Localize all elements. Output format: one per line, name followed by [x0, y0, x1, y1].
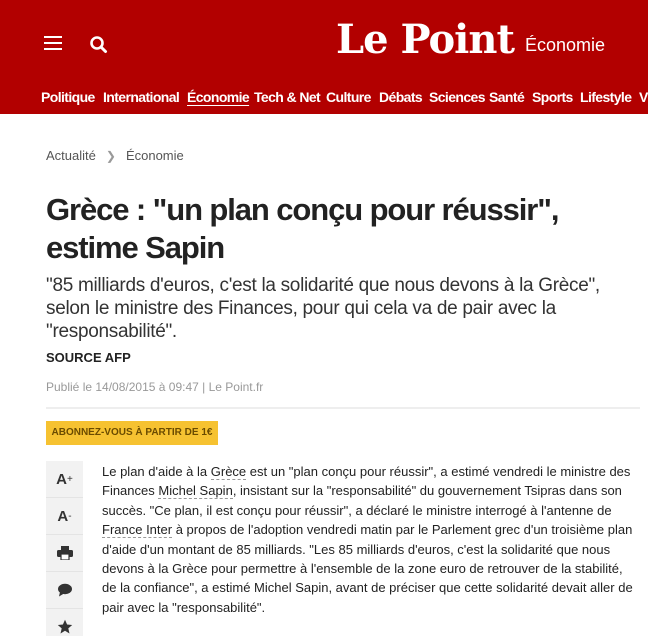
nav-item-tech-net[interactable]: Tech & Net: [254, 89, 321, 105]
link-michel-sapin[interactable]: Michel Sapin: [158, 483, 233, 499]
site-logo[interactable]: Le Point: [336, 16, 514, 63]
font-increase-icon[interactable]: A +: [46, 461, 83, 498]
nav-item-sante[interactable]: Santé: [489, 89, 525, 105]
menu-icon[interactable]: [44, 36, 62, 52]
font-decrease-icon[interactable]: A -: [46, 498, 83, 535]
star-icon[interactable]: [46, 609, 83, 636]
breadcrumb: [46, 148, 184, 163]
comment-icon[interactable]: [46, 572, 83, 609]
article-tools: [46, 461, 83, 636]
article-lede: "85 milliards d'euros, c'est la solidarité que nous devons à la Grèce", selon le ministre des Finances, pour qui cela va de pair avec la "responsabilité".: [46, 275, 600, 342]
main-nav: [0, 86, 648, 114]
publish-info: Publié le 14/08/2015 à 09:47 | Le Point.fr: [46, 380, 264, 394]
nav-item-sports[interactable]: Sports: [532, 89, 573, 105]
breadcrumb-current[interactable]: Économie: [125, 148, 184, 163]
subscribe-button[interactable]: ABONNEZ-VOUS À PARTIR DE 1€: [46, 421, 218, 445]
nav-item-economie[interactable]: Économie: [187, 89, 250, 105]
print-icon[interactable]: [46, 535, 83, 572]
link-grece[interactable]: Grèce: [210, 464, 247, 479]
article-body: Le plan d'aide à la Grèce est un "plan conçu pour réussir", a estimé vendredi le ministre des Finances Michel Sapin, insistant sur la "responsabilité" du gouvernement Tsipras dans son succès. "Ce plan, il est conçu pour réussir", a déclaré le ministre interrogé à l'antenne de France Inter à propos de l'adoption vendredi matin par le Parlement grec d'un troisième plan d'aide d'un montant de 85 milliards. "Les 85 milliards d'euros, c'est la solidarité que nous devons à la Grèce pour permettre à l'ensemble de la zone euro de retrouver de la stabilité, de la confiance", a estimé Michel Sapin, avant de préciser que cette solidarité devait aller de pair avec la "responsabilité".: [102, 464, 633, 615]
search-icon[interactable]: [88, 34, 110, 56]
section-label[interactable]: Économie: [525, 35, 606, 55]
link-france-inter[interactable]: France Inter: [102, 522, 173, 538]
nav-item-culture[interactable]: Culture: [326, 89, 371, 105]
nav-item-sciences[interactable]: Sciences: [429, 89, 485, 105]
divider: [46, 407, 640, 409]
breadcrumb-home[interactable]: Actualité: [46, 148, 96, 163]
article-source: SOURCE AFP: [46, 350, 131, 365]
nav-item-debats[interactable]: Débats: [379, 89, 423, 105]
article-headline: Grèce : "un plan conçu pour réussir", estime Sapin: [46, 192, 559, 265]
nav-item-international[interactable]: International: [103, 89, 180, 105]
chevron-right-icon: ❯: [105, 149, 116, 163]
nav-item-lifestyle[interactable]: Lifestyle: [580, 89, 632, 105]
nav-item-more[interactable]: V: [639, 89, 648, 105]
nav-item-politique[interactable]: Politique: [41, 89, 95, 105]
top-bar: [0, 0, 648, 86]
